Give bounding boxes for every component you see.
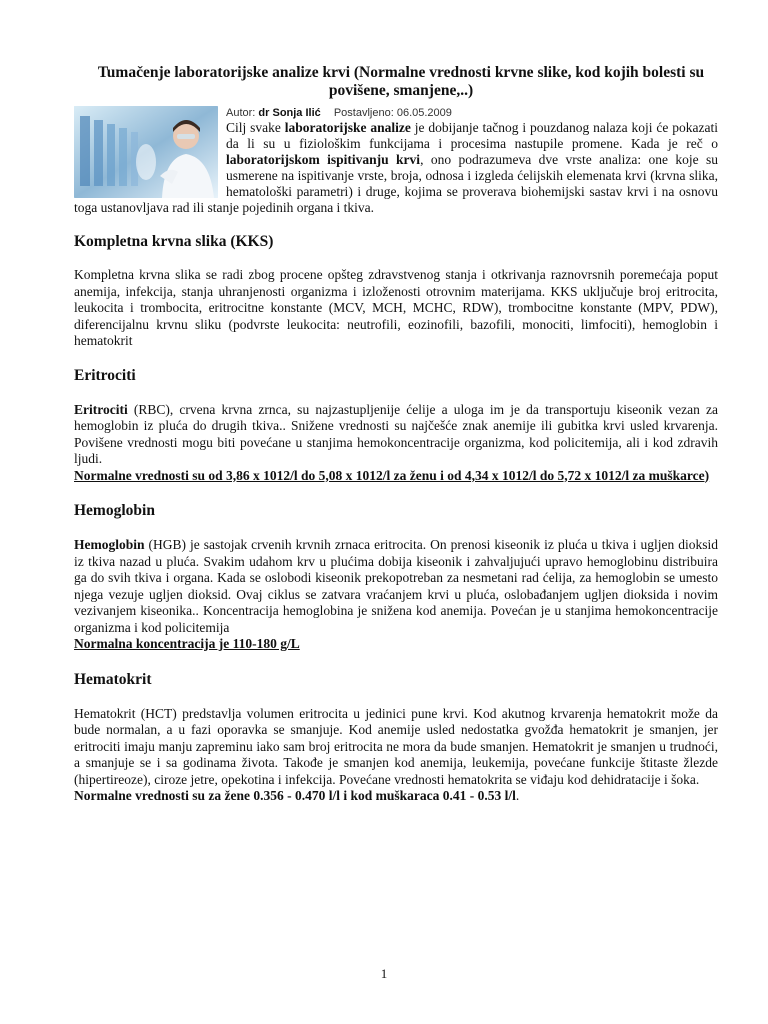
document-title: Tumačenje laboratorijske analize krvi (Normalne vrednosti krvne slike, kod kojih bolesti su povišene, smanjene,..) — [97, 64, 705, 99]
kks-heading: Kompletna krvna slika (KKS) — [74, 233, 274, 250]
intro-bold-1: laboratorijske analize — [284, 120, 411, 135]
document-content — [74, 64, 718, 805]
hemoglobin-lead: Hemoglobin — [74, 537, 145, 552]
author-name: dr Sonja Ilić — [258, 107, 321, 119]
author-label: Autor: — [226, 107, 256, 119]
posted-label: Postavljeno: — [333, 107, 394, 119]
intro-text-1: Cilj svake — [226, 120, 285, 135]
hemoglobin-normal-values: Normalna koncentracija je 110-180 g/L — [74, 636, 300, 651]
hematokrit-paragraph: Hematokrit (HCT) predstavlja volumen eritrocita u jedinici pune krvi. Kod akutnog krvarenja hematokrit može da bude normalan, a u fazi oporavka se smanjuje. Kod anemije usled nedostatka gvožđa hematokrit je smanjen, jer eritrociti imaju manju zapreminu iako sam broj eritrocita ne mora da bude smanjen. Hematokrit je smanjen u trudnoći, a smanjuje se i sa godinama života. Takođe je smanjen kod anemija, leukemija, povećane funkcije štitaste žlezde (hipertireoze), ciroze jetre, opekotina i infekcija. Povećane vrednosti hematokrita se viđaju kod dehidratacije i šoka. — [74, 705, 718, 787]
hematokrit-normal-text: Normalne vrednosti su za žene 0.356 - 0.470 l/l i kod muškaraca 0.41 - 0.53 l/l — [74, 788, 516, 803]
posted-date: 06.05.2009 — [396, 107, 452, 119]
eritrociti-heading: Eritrociti — [74, 366, 136, 384]
eritrociti-lead: Eritrociti — [74, 401, 128, 417]
eritrociti-normal-values: Normalne vrednosti su od 3,86 x 1012/l do 5,08 x 1012/l za ženu i od 4,34 x 1012/l do 5,72 x 1012/l za muškarce) — [74, 467, 710, 483]
page-number: 1 — [380, 966, 388, 981]
eritrociti-body: (RBC), crvena krvna zrnca, su najzastupljenije ćelije a uloga im je da transportuju kiseonik vezan za hemoglobin iz pluća do drugih tkiva.. Snižene vrednosti su najčešće znak anemije ili gubitka krvi usled krvarenja. Povišene vrednosti mogu biti povećane u stanjima hemokoncentracije organizma, kod policitemija, ali i kod zdravih ljudi. — [74, 401, 718, 466]
eritrociti-paragraph — [74, 402, 718, 468]
intro-text-2: je dobijanje tačnog i pouzdanog nalaza koji će pokazati da li su u fiziološkim funkcijama i procesima nastupile promene. Kada je reč o — [226, 120, 718, 151]
hemoglobin-heading: Hemoglobin — [74, 502, 155, 519]
laboratory-scientist-image — [74, 106, 218, 198]
hemoglobin-paragraph — [74, 537, 718, 636]
lab-photo — [74, 106, 218, 198]
hematokrit-heading: Hematokrit — [74, 670, 152, 688]
hematokrit-normal-end: . — [515, 788, 520, 803]
hematokrit-normal-values — [74, 788, 718, 805]
intro-section — [74, 106, 718, 216]
intro-bold-2: laboratorijskom ispitivanju krvi — [226, 152, 421, 167]
kks-paragraph: Kompletna krvna slika se radi zbog procene opšteg zdravstvenog stanja i otkrivanja raznovrsnih poremećaja poput anemija, infekcija, stanja uhranjenosti organizma i izloženosti otrovnim materijama. KKS uključuje broj eritrocita, leukocita i trombocita, eritrocitne konstante (MCV, MCH, MCHC, RDW), trombocitne konstante (MPV, PDW), diferencijalnu krvnu sliku (podvrste leukocita: neutrofili, eozinofili, bazofili, monociti, limfociti), hemoglobin i hematokrit — [74, 267, 718, 348]
intro-text-3: , ono podrazumeva dve vrste analiza: one koje su usmerene na ispitivanje vrste, broja, odnosa i izgleda ćelijskih elemenata krvi (krvna slika, hematološki parametri) i druge, kojima se proverava biohemijski sastav krvi i na osnovu toga ustanovljava rad ili stanje pojedinih organa i tkiva. — [74, 152, 719, 215]
hemoglobin-body: (HGB) je sastojak crvenih krvnih zrnaca eritrocita. On prenosi kiseonik iz pluća u tkiva i ugljen dioksid iz tkiva nazad u pluća. Svakim udahom krv u plućima dobija kiseonik i zahvaljujući upravo hemoglobinu distribuira ga do svih tkiva i organa. Kada se oslobodi kiseonik prekopotreban za nesmetani rad ćelija, za hemoglobin se umesto njega vezuje ugljen dioksid. Ovaj ciklus se zatvara vraćanjem krvi u pluća, oslobađanjem ugljen dioksida i novim vezivanjem kiseonika.. Koncentracija hemoglobina je snižena kod anemija. Povećan je u stanjima hemokoncentracije organizma i kod policitemija — [74, 537, 718, 635]
